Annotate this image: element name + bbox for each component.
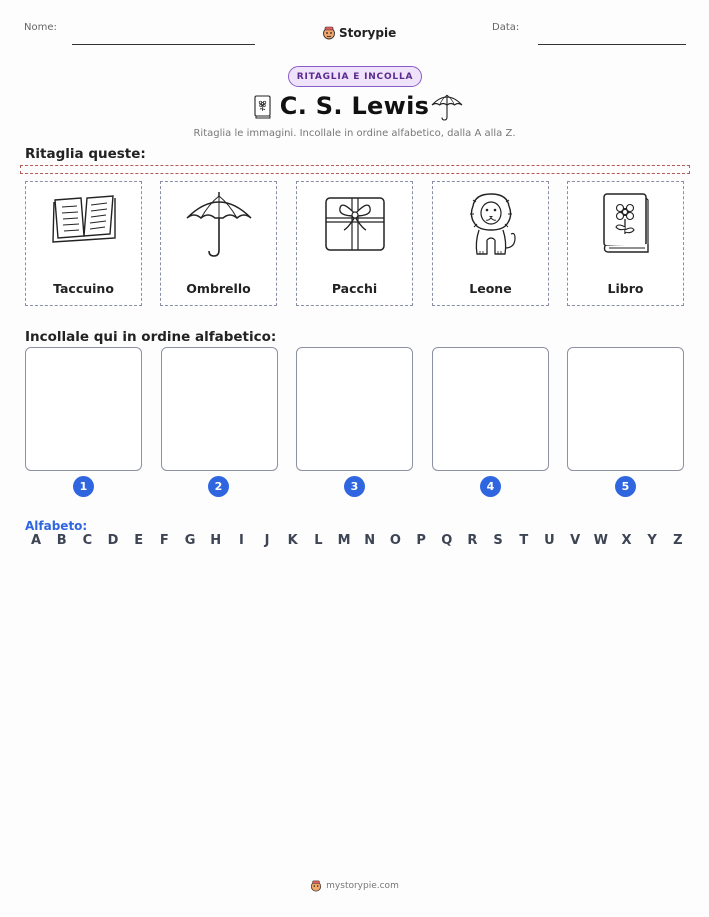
- alphabet-letter: Z: [673, 533, 683, 548]
- paste-slot-1[interactable]: [25, 347, 142, 471]
- alphabet-letter: O: [389, 533, 401, 548]
- brand-logo: [322, 26, 396, 40]
- slot-number-3: 3: [344, 476, 365, 497]
- paste-slot-2[interactable]: [161, 347, 278, 471]
- alphabet-letter: D: [107, 533, 119, 548]
- alphabet-letter: V: [570, 533, 581, 548]
- alphabet-letter: H: [210, 533, 222, 548]
- page-title: C. S. Lewis: [279, 92, 430, 120]
- alphabet-letter: G: [184, 533, 196, 548]
- slot-number-1: 1: [73, 476, 94, 497]
- name-line[interactable]: [72, 44, 255, 45]
- slot-number-5: 5: [615, 476, 636, 497]
- storypie-mascot-icon: [310, 880, 322, 892]
- title-row: [0, 90, 709, 126]
- instructions: Ritaglia le immagini. Incollale in ordine alfabetico, dalla A alla Z.: [193, 128, 516, 139]
- flower-book-icon: [599, 190, 653, 256]
- footer-link[interactable]: mystorypie.com: [326, 881, 399, 891]
- paste-slot-3[interactable]: [296, 347, 413, 471]
- alphabet-letter: E: [134, 533, 144, 548]
- cut-card-taccuino[interactable]: [25, 181, 142, 306]
- paste-section-heading: Incollale qui in ordine alfabetico:: [25, 329, 277, 345]
- cut-card-libro[interactable]: [567, 181, 684, 306]
- slot-number-4: 4: [480, 476, 501, 497]
- worksheet-header: [0, 12, 709, 42]
- umbrella-icon: [184, 190, 254, 260]
- alphabet-letter: K: [287, 533, 298, 548]
- open-book-icon: [51, 190, 117, 244]
- card-label: Pacchi: [331, 281, 378, 296]
- slot-number-2: 2: [208, 476, 229, 497]
- storypie-mascot-icon: [322, 26, 336, 40]
- date-label: Data:: [492, 22, 520, 33]
- alphabet-letter: M: [337, 533, 351, 548]
- activity-badge: RITAGLIA E INCOLLA: [288, 66, 422, 87]
- name-label: Nome:: [24, 22, 57, 33]
- alphabet-letter: S: [493, 533, 503, 548]
- date-line[interactable]: [538, 44, 686, 45]
- alphabet-letter: L: [314, 533, 323, 548]
- umbrella-icon: [430, 92, 464, 122]
- alphabet-letter: W: [593, 533, 608, 548]
- alphabet-letter: C: [82, 533, 93, 548]
- alphabet-letter: R: [467, 533, 478, 548]
- alphabet-row: [26, 533, 688, 548]
- alphabet-letter: A: [30, 533, 42, 548]
- cut-card-pacchi[interactable]: [296, 181, 413, 306]
- cut-card-leone[interactable]: [432, 181, 549, 306]
- footer: [0, 880, 709, 892]
- alphabet-heading: Alfabeto:: [25, 519, 88, 533]
- alphabet-letter: B: [56, 533, 67, 548]
- card-label: Leone: [469, 281, 512, 296]
- cut-line: [20, 165, 690, 174]
- alphabet-letter: Y: [647, 533, 657, 548]
- alphabet-letter: T: [519, 533, 529, 548]
- alphabet-letter: J: [264, 533, 270, 548]
- lion-icon: [461, 190, 521, 260]
- alphabet-letter: I: [238, 533, 244, 548]
- alphabet-letter: Q: [441, 533, 453, 548]
- alphabet-letter: X: [621, 533, 632, 548]
- card-label: Ombrello: [186, 281, 251, 296]
- paste-slot-5[interactable]: [567, 347, 684, 471]
- alphabet-letter: N: [364, 533, 376, 548]
- alphabet-letter: P: [416, 533, 426, 548]
- cut-section-heading: Ritaglia queste:: [25, 146, 146, 162]
- alphabet-letter: F: [159, 533, 169, 548]
- paste-slot-4[interactable]: [432, 347, 549, 471]
- gift-package-icon: [322, 190, 388, 254]
- brand-name: Storypie: [339, 26, 397, 40]
- card-label: Libro: [607, 281, 644, 296]
- cut-card-ombrello[interactable]: [160, 181, 277, 306]
- card-label: Taccuino: [53, 281, 114, 296]
- alphabet-letter: U: [544, 533, 555, 548]
